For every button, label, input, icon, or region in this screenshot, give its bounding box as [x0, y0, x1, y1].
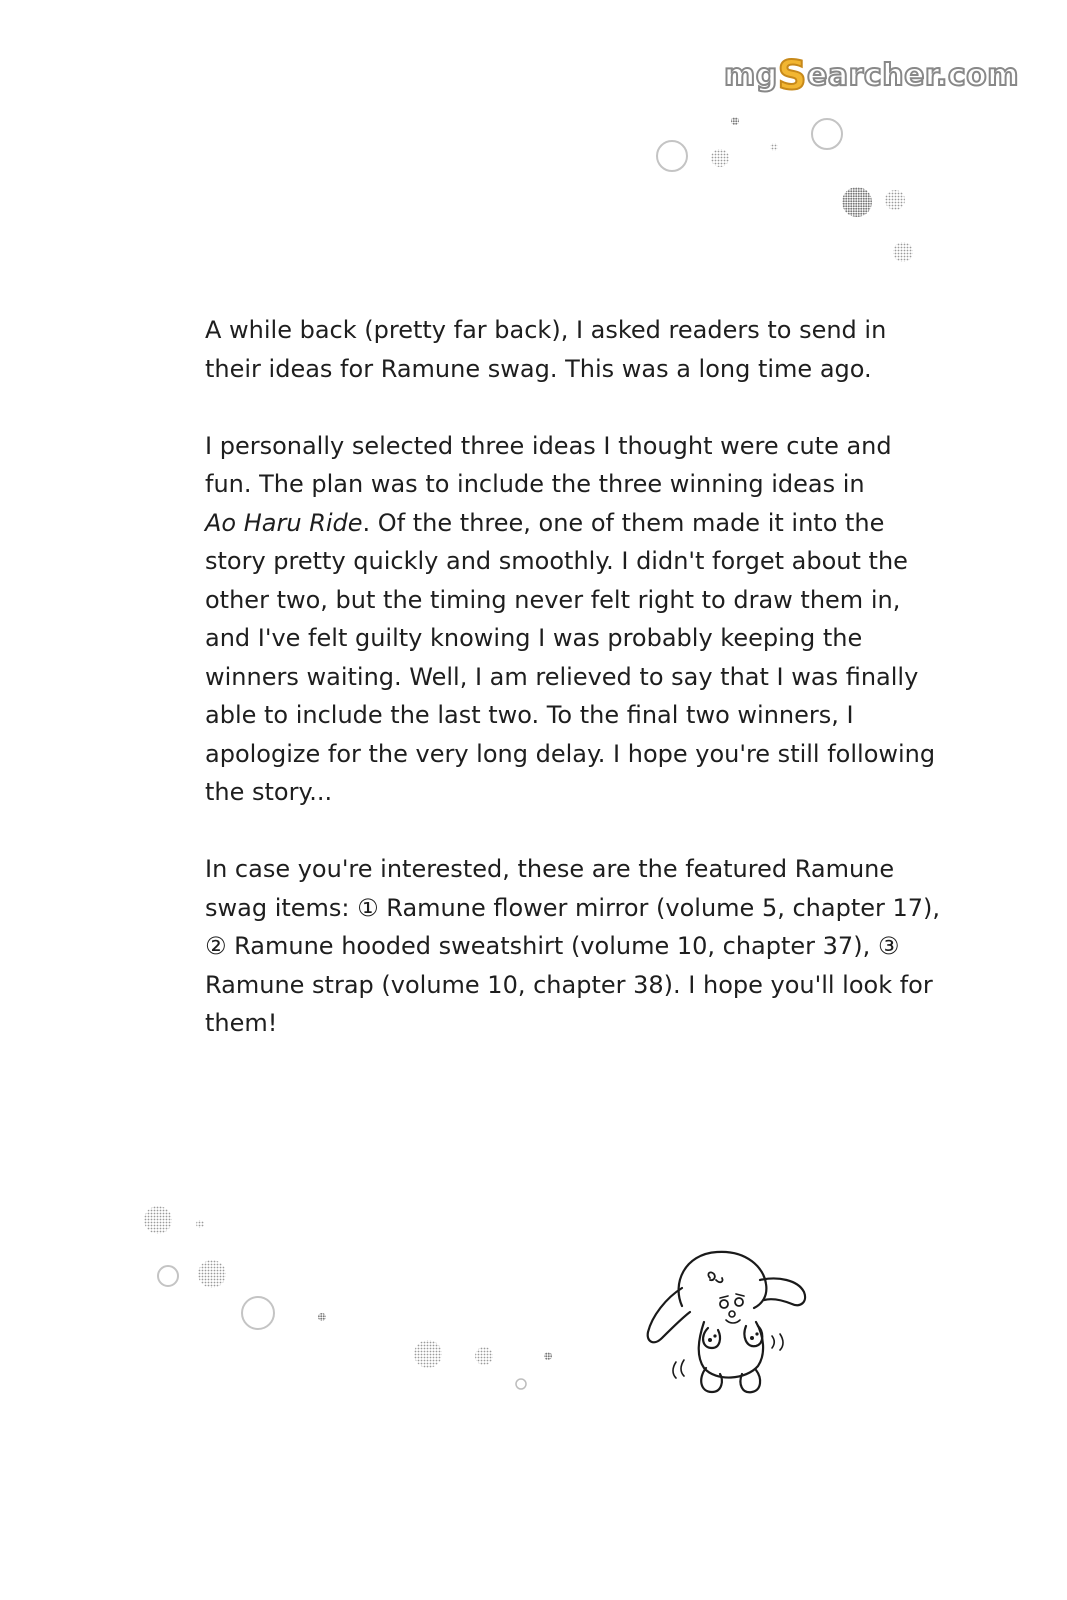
- text-line: apologize for the very long delay. I hope you're still following: [205, 739, 936, 768]
- paragraph-1: [205, 311, 887, 388]
- text-line: Ramune strap (volume 10, chapter 38). I hope you'll look for: [205, 970, 933, 999]
- text-line: able to include the last two. To the final two winners, I: [205, 701, 854, 729]
- bubble: [198, 1260, 226, 1288]
- bubble: [711, 149, 729, 167]
- text-line: other two, but the timing never felt right to draw them in,: [205, 585, 901, 614]
- watermark-prefix: mg: [724, 58, 778, 93]
- watermark-highlight-letter: S: [777, 53, 808, 99]
- text-line: [205, 504, 885, 543]
- bubble: [414, 1340, 442, 1368]
- bubble: [158, 1266, 178, 1286]
- text-line: ② Ramune hooded sweatshirt (volume 10, chapter 37), ③: [205, 932, 900, 960]
- paragraph-2: [205, 427, 936, 812]
- text-line: their ideas for Ramune swag. This was a long time ago.: [205, 354, 872, 383]
- author-note-text: [205, 311, 941, 1081]
- text-line: In case you're interested, these are the featured Ramune: [205, 855, 895, 883]
- bubble: [242, 1297, 274, 1329]
- bubble: [812, 119, 842, 149]
- bubble: [893, 242, 913, 262]
- text-line: fun. The plan was to include the three winning ideas in: [205, 470, 865, 498]
- watermark-suffix: earcher.com: [807, 58, 1019, 93]
- bubble: [657, 141, 687, 171]
- text-line: swag items: ① Ramune flower mirror (volume 5, chapter 17),: [205, 893, 941, 922]
- bubble: [885, 190, 905, 210]
- text-line: winners waiting. Well, I am relieved to say that I was finally: [205, 662, 919, 691]
- text-line: story pretty quickly and smoothly. I didn't forget about the: [205, 547, 908, 575]
- bubble: [770, 143, 778, 151]
- ramune-mascot-icon: [642, 1244, 812, 1404]
- text-line: them!: [205, 1009, 278, 1037]
- series-title: Ao Haru Ride: [205, 508, 363, 537]
- bubble: [318, 1313, 326, 1321]
- text-line-rest: . Of the three, one of them made it into the: [362, 508, 885, 537]
- bubble: [475, 1347, 493, 1365]
- text-line: and I've felt guilty knowing I was probably keeping the: [205, 624, 863, 652]
- text-line: the story...: [205, 778, 333, 806]
- text-line: A while back (pretty far back), I asked readers to send in: [205, 316, 887, 344]
- bubble: [144, 1206, 172, 1234]
- bubble: [196, 1220, 204, 1228]
- bubble: [544, 1352, 552, 1360]
- paragraph-3: [205, 850, 941, 1043]
- bubble: [731, 117, 739, 125]
- bubble: [842, 187, 872, 217]
- bubble: [516, 1379, 526, 1389]
- text-line: I personally selected three ideas I thought were cute and: [205, 431, 892, 460]
